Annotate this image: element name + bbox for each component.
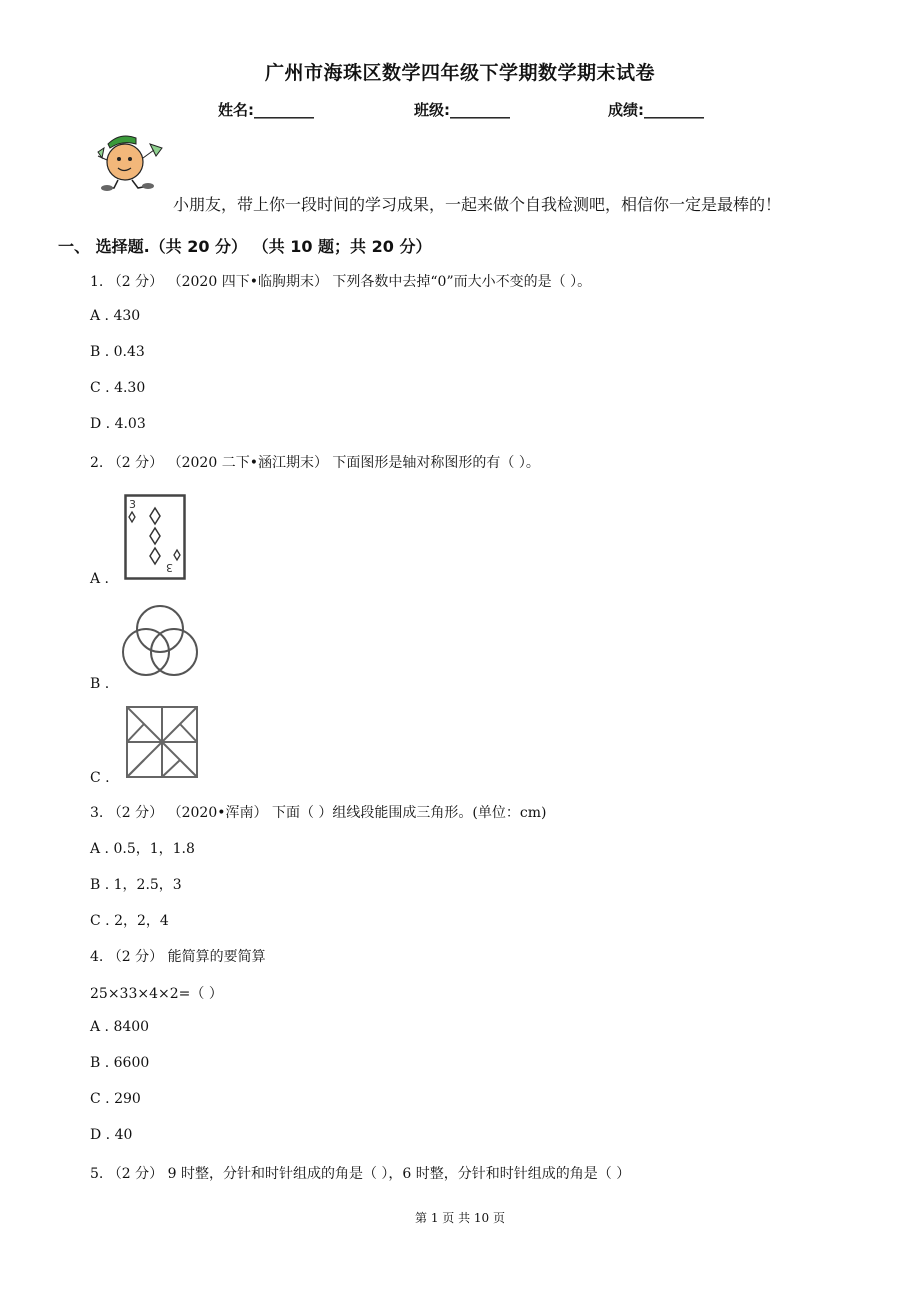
question-3-option-c[interactable]: C . 2，2，4: [90, 913, 169, 929]
question-1-option-d[interactable]: D . 4.03: [90, 416, 146, 432]
question-2-option-a[interactable]: A .: [90, 571, 110, 587]
pinwheel-figure: [124, 704, 200, 780]
greeting-text: 小朋友，带上你一段时间的学习成果，一起来做个自我检测吧，相信你一定是最棒的！: [173, 195, 782, 214]
question-4-expression: 25×33×4×2=（ ）: [90, 986, 223, 1002]
question-1-stem: 1. （2 分） （2020 四下•临朐期末） 下列各数中去掉“0”而大小不变的是（ ）。: [90, 274, 592, 290]
section-heading: 一、 选择题.（共 20 分） （共 10 题；共 20 分）: [58, 237, 432, 256]
question-4-option-b[interactable]: B . 6600: [90, 1055, 150, 1071]
three-circles-figure: [120, 602, 200, 680]
question-1-option-b[interactable]: B . 0.43: [90, 344, 145, 360]
card-corner-number: 3: [129, 498, 136, 511]
question-4-option-d[interactable]: D . 40: [90, 1127, 133, 1143]
question-2-stem: 2. （2 分） （2020 二下•涵江期末） 下面图形是轴对称图形的有（ ）。: [90, 455, 540, 471]
score-field[interactable]: 成绩:________: [608, 101, 704, 119]
name-field[interactable]: 姓名:________: [218, 101, 314, 119]
question-4-stem: 4. （2 分） 能简算的要简算: [90, 949, 266, 965]
question-5-stem: 5. （2 分） 9 时整，分针和时针组成的角是（ ），6 时整，分针和时针组成的角是（ ）: [90, 1166, 631, 1182]
playing-card-figure: [124, 494, 186, 580]
question-1-option-a[interactable]: A . 430: [90, 308, 141, 324]
question-3-option-a[interactable]: A . 0.5，1，1.8: [90, 841, 195, 857]
page-footer: 第 1 页 共 10 页: [415, 1211, 505, 1225]
question-3-stem: 3. （2 分） （2020•浑南） 下面（ ）组线段能围成三角形。(单位：cm): [90, 805, 547, 821]
question-2-option-b[interactable]: B .: [90, 676, 110, 692]
question-3-option-b[interactable]: B . 1，2.5，3: [90, 877, 182, 893]
page-title: 广州市海珠区数学四年级下学期数学期末试卷: [264, 62, 655, 84]
question-4-option-a[interactable]: A . 8400: [90, 1019, 150, 1035]
question-2-option-c[interactable]: C .: [90, 770, 110, 786]
mascot-illustration: [92, 130, 170, 194]
question-1-option-c[interactable]: C . 4.30: [90, 380, 146, 396]
question-4-option-c[interactable]: C . 290: [90, 1091, 141, 1107]
card-corner-number-rotated: 3: [166, 561, 173, 574]
class-field[interactable]: 班级:________: [414, 101, 510, 119]
